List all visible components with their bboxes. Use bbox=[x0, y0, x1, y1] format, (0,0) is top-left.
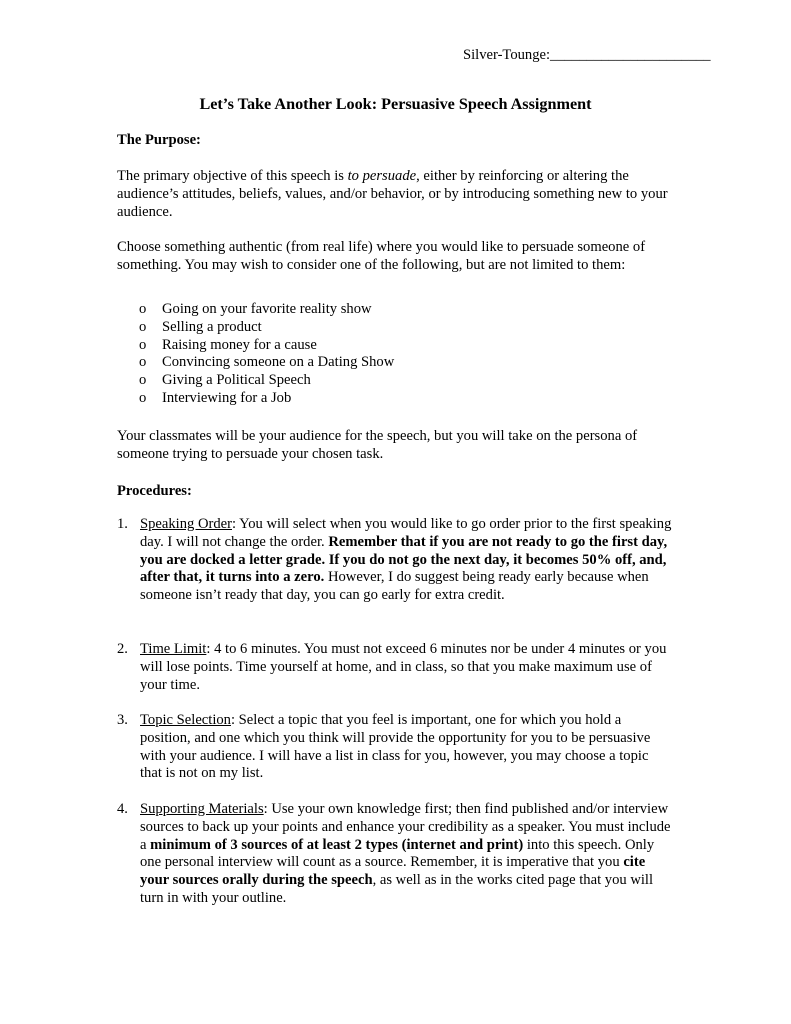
name-label: Silver-Tounge: bbox=[463, 47, 551, 63]
item-title: Topic Selection bbox=[140, 712, 231, 728]
item-number: 4. bbox=[117, 801, 128, 817]
purpose-paragraph-1 bbox=[117, 168, 682, 221]
list-item bbox=[117, 337, 394, 355]
item-number: 1. bbox=[117, 516, 128, 532]
item-text: : You will select when you would like to go order prior to the first speaking day. I will not change the order. bbox=[140, 516, 672, 550]
bullet-marker: o bbox=[139, 301, 147, 317]
purpose-p1-emphasis: to persuade bbox=[347, 168, 417, 184]
bullet-marker: o bbox=[139, 372, 147, 389]
bullet-marker: o bbox=[139, 389, 147, 406]
item-text: However, I do suggest being ready early because when someone isn’t ready that day, you can go early for extra credit. bbox=[140, 569, 649, 604]
name-blank: ______________________ bbox=[550, 47, 711, 63]
item-text: , as well as in the works cited page that you will turn in with your outline. bbox=[140, 872, 654, 906]
item-text: : 4 to 6 minutes. You must not exceed 6 minutes nor be under 4 minutes or you will lose points. Time yourself at home, and in class, so that you make maximum use of your time. bbox=[140, 641, 667, 693]
item-text: into this speech. Only one personal interview will count as a source. Remember, it is imperative that you bbox=[140, 836, 655, 871]
name-line bbox=[463, 47, 711, 65]
list-item bbox=[117, 354, 394, 372]
item-number: 3. bbox=[117, 712, 128, 728]
item-title: Supporting Materials bbox=[140, 801, 264, 817]
list-item bbox=[117, 319, 394, 337]
item-bold-text: minimum of 3 sources of at least 2 types (internet and print) bbox=[150, 836, 524, 853]
procedure-item-time-limit bbox=[117, 641, 672, 694]
item-bold-text: cite your sources orally during the speech bbox=[140, 854, 646, 889]
list-item-text: Convincing someone on a Dating Show bbox=[162, 354, 395, 371]
procedure-item-topic-selection bbox=[117, 712, 672, 783]
procedures-heading: Procedures: bbox=[117, 483, 192, 499]
item-title: Time Limit bbox=[140, 641, 207, 657]
purpose-paragraph-2: Choose something authentic (from real life) where you would like to persuade someone of something. You may wish to consider one of the following, but are not limited to them: bbox=[117, 239, 646, 273]
list-item bbox=[117, 372, 394, 390]
list-item-text: Raising money for a cause bbox=[162, 336, 317, 353]
list-item-text: Going on your favorite reality show bbox=[162, 301, 372, 317]
purpose-p1-text-b: , either by reinforcing or altering the audience’s attitudes, beliefs, values, and/or behavior, or by introducing something new to your audience. bbox=[117, 168, 668, 220]
bullet-marker: o bbox=[139, 354, 147, 371]
list-item-text: Interviewing for a Job bbox=[162, 389, 292, 406]
purpose-paragraph-3: Your classmates will be your audience for the speech, but you will take on the persona of someone trying to persuade your chosen task. bbox=[117, 428, 638, 462]
bullet-marker: o bbox=[139, 318, 147, 335]
item-bold-text: Remember that if you are not ready to go the first day, you are docked a letter grade. If you do not go the next day, it becomes 50% off, and, after that, it turns into a zero. bbox=[140, 533, 668, 586]
procedure-item-supporting-materials bbox=[117, 801, 672, 908]
item-text: : Use your own knowledge first; then find published and/or interview sources to back up your points and enhance your credibility as a speaker. You must include a bbox=[140, 801, 671, 853]
list-item-text: Selling a product bbox=[162, 318, 262, 335]
persuasion-options-list bbox=[117, 301, 394, 408]
item-number: 2. bbox=[117, 641, 128, 657]
item-title: Speaking Order bbox=[140, 516, 232, 532]
list-item-text: Giving a Political Speech bbox=[162, 372, 311, 389]
item-text: : Select a topic that you feel is important, one for which you hold a position, and one which you think will provide the opportunity for you to be persuasive with your audience. I will have a list in class for you, however, you may choose a topic that is not on my list. bbox=[140, 712, 651, 782]
page-title: Let’s Take Another Look: Persuasive Speech Assignment bbox=[199, 95, 592, 113]
list-item bbox=[117, 390, 394, 408]
purpose-p1-text-a: The primary objective of this speech is bbox=[117, 168, 348, 184]
procedure-item-speaking-order bbox=[117, 516, 672, 605]
list-item bbox=[117, 301, 394, 319]
bullet-marker: o bbox=[139, 336, 147, 353]
purpose-heading: The Purpose: bbox=[117, 132, 201, 148]
